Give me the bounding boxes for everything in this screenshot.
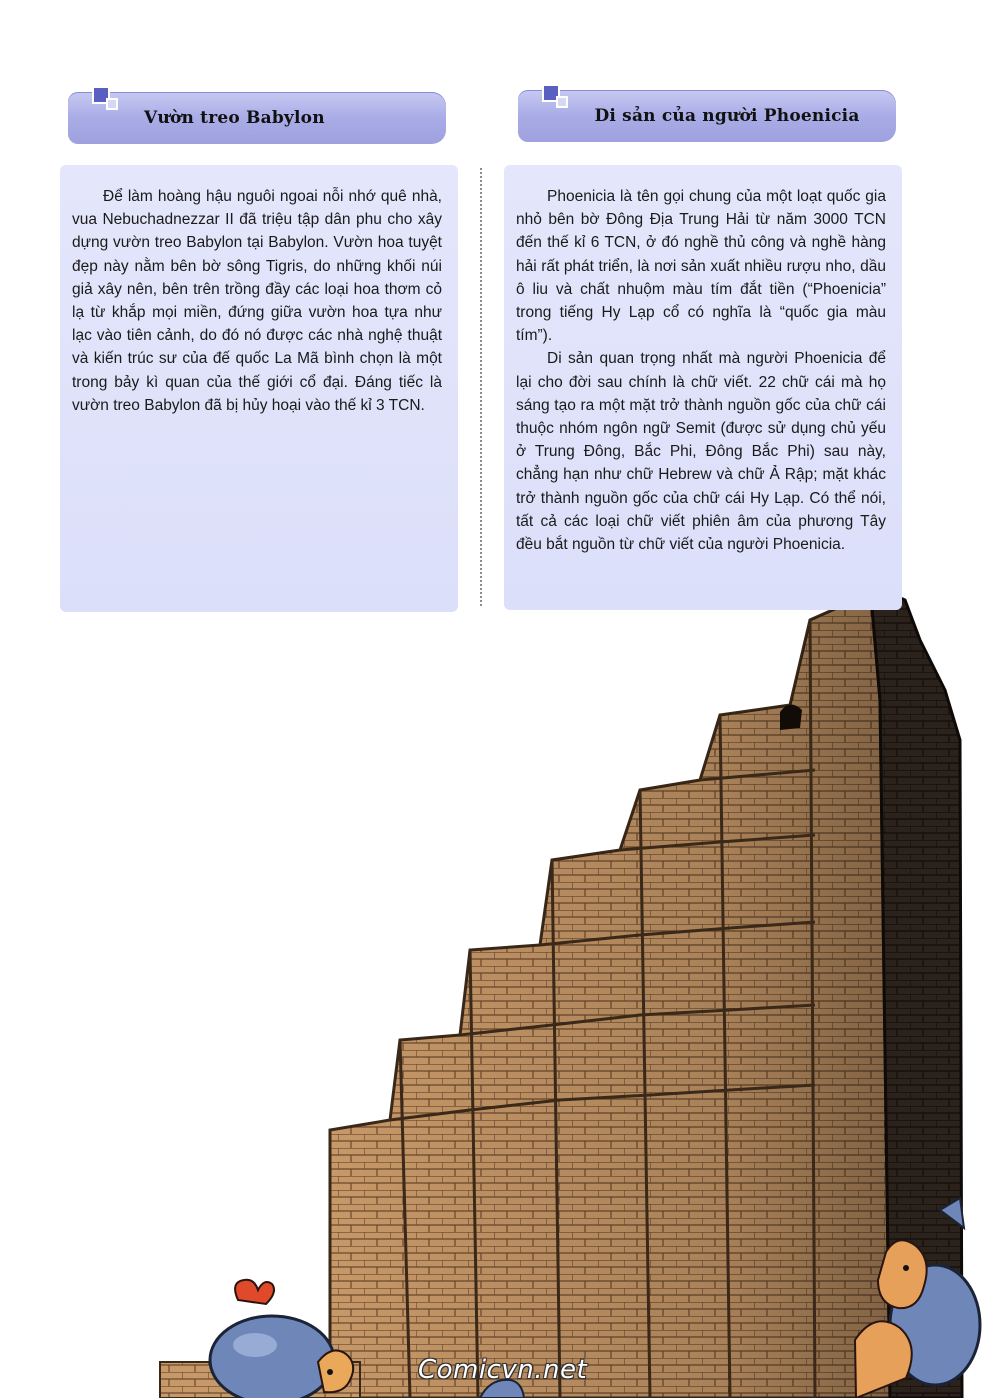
paragraph: Phoenicia là tên gọi chung của một loạt quốc gia nhỏ bên bờ Đông Địa Trung Hải từ năm 3000 TCN đến thế kỉ 6 TCN, ở đó nghề thủ công và nghề hàng hải rất phát triển, là nơi sản xuất nhiều rượu nho, dầu ô liu và chất nhuộm màu tím đắt tiền (“Phoenicia” trong tiếng Hy Lạp cổ có nghĩa là “quốc gia màu tím”). <box>516 188 886 345</box>
section-header-phoenicia <box>518 90 896 142</box>
section-title: Vườn treo Babylon <box>144 108 325 128</box>
section-header-babylon <box>68 92 446 144</box>
panel-body <box>516 185 886 556</box>
panel-body <box>72 185 442 417</box>
text-panel-phoenicia <box>504 165 902 610</box>
column-divider <box>480 168 482 606</box>
watermark: Comicvn.net <box>418 1355 588 1385</box>
section-title: Di sản của người Phoenicia <box>594 106 860 126</box>
text-panel-babylon <box>60 165 458 612</box>
paragraph: Để làm hoàng hậu nguôi ngoai nỗi nhớ quê nhà, vua Nebuchadnezzar II đã triệu tập dân phu cho xây dựng vườn treo Babylon tại Babylon. Vườn hoa tuyệt đẹp này nằm bên bờ sông Tigris, do những khối núi giả xây nên, bên trên trồng đầy các loại hoa thơm cỏ lạ từ khắp mọi miền, đứng giữa vườn hoa tựa như lạc vào tiên cảnh, do đó nó được các nhà nghệ thuật và kiến trúc sư của đế quốc La Mã bình chọn là một trong bảy kì quan của thế giới cổ đại. Đáng tiếc là vườn treo Babylon đã bị hủy hoại vào thế kỉ 3 TCN. <box>72 188 442 414</box>
paragraph: Di sản quan trọng nhất mà người Phoenicia để lại cho đời sau chính là chữ viết. 22 chữ cái mà họ sáng tạo ra một mặt trở thành nguồn gốc của chữ cái thuộc nhóm ngôn ngữ Semit (được sử dụng chủ yếu ở Trung Đông, Bắc Phi, Đông Bắc Phi) sau này, chẳng hạn như chữ Hebrew và chữ Ả Rập; mặt khác trở thành nguồn gốc của chữ cái Hy Lạp. Có thể nói, tất cả các loại chữ viết phiên âm của phương Tây đều bắt nguồn từ chữ viết của người Phoenicia. <box>516 350 886 554</box>
